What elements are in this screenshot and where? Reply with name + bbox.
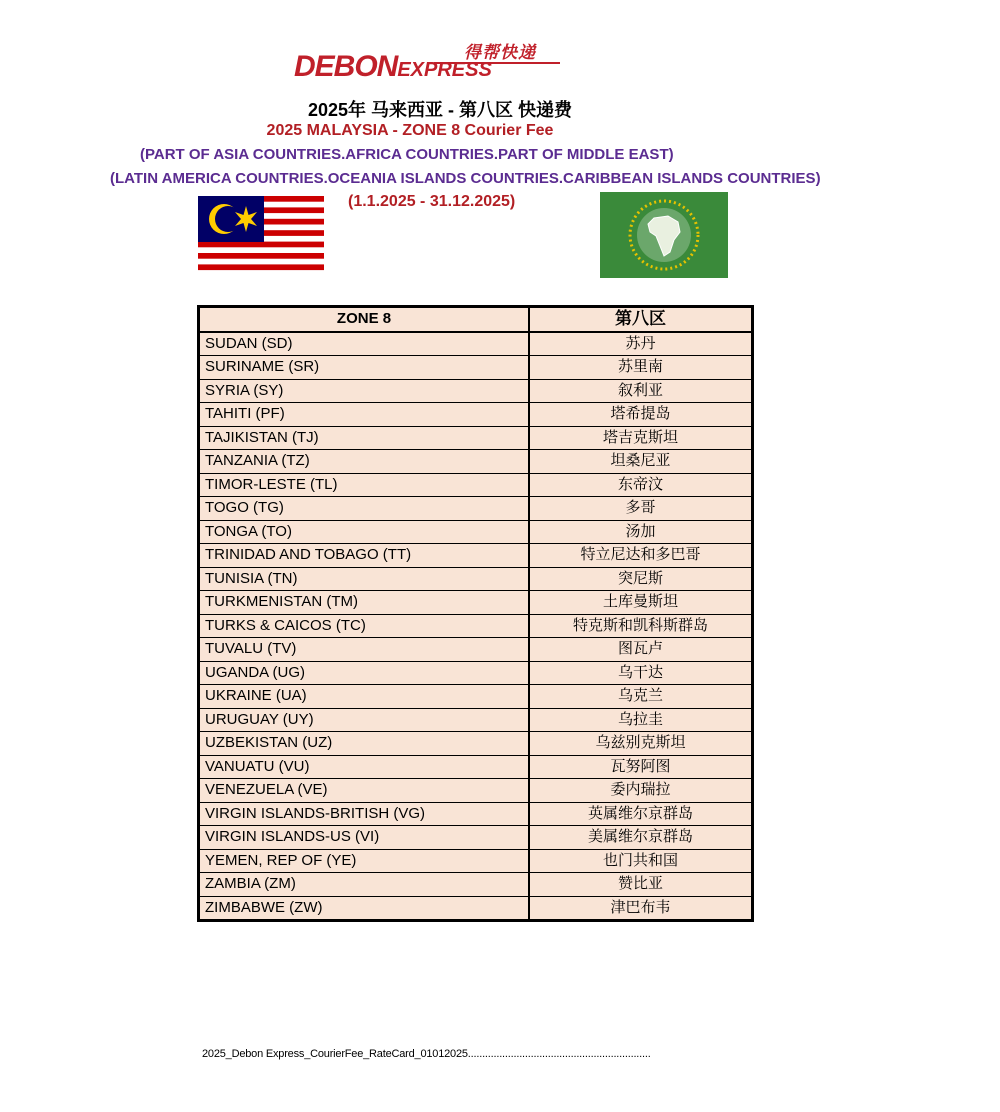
table-row bbox=[199, 802, 753, 826]
country-name: TURKS & CAICOS (TC) bbox=[199, 614, 530, 638]
table-header-row bbox=[199, 307, 753, 332]
table-row bbox=[199, 332, 753, 356]
table-row bbox=[199, 873, 753, 897]
country-name-chinese: 乌拉圭 bbox=[529, 708, 753, 732]
table-row bbox=[199, 732, 753, 756]
country-name-chinese: 特克斯和凯科斯群岛 bbox=[529, 614, 753, 638]
malaysia-flag-icon bbox=[198, 196, 324, 276]
country-name: SURINAME (SR) bbox=[199, 356, 530, 380]
country-name-chinese: 突尼斯 bbox=[529, 567, 753, 591]
country-name-chinese: 英属维尔京群岛 bbox=[529, 802, 753, 826]
country-name-chinese: 苏丹 bbox=[529, 332, 753, 356]
country-name-chinese: 图瓦卢 bbox=[529, 638, 753, 662]
table-row bbox=[199, 708, 753, 732]
african-union-flag-icon bbox=[598, 190, 732, 286]
table-row bbox=[199, 591, 753, 615]
validity-period: (1.1.2025 - 31.12.2025) bbox=[348, 193, 516, 210]
logo-brand-sub: EXPRESS bbox=[397, 59, 492, 81]
country-name: SYRIA (SY) bbox=[199, 379, 530, 403]
table-row bbox=[199, 497, 753, 521]
table-row bbox=[199, 755, 753, 779]
country-name: ZIMBABWE (ZW) bbox=[199, 896, 530, 921]
table-row bbox=[199, 379, 753, 403]
table-row bbox=[199, 896, 753, 921]
country-name-chinese: 叙利亚 bbox=[529, 379, 753, 403]
country-name-chinese: 瓦努阿图 bbox=[529, 755, 753, 779]
country-name-chinese: 乌兹别克斯坦 bbox=[529, 732, 753, 756]
table-row bbox=[199, 638, 753, 662]
table-row bbox=[199, 614, 753, 638]
table-row bbox=[199, 826, 753, 850]
country-name: TIMOR-LESTE (TL) bbox=[199, 473, 530, 497]
table-row bbox=[199, 685, 753, 709]
country-name-chinese: 苏里南 bbox=[529, 356, 753, 380]
country-name-chinese: 土库曼斯坦 bbox=[529, 591, 753, 615]
table-row bbox=[199, 779, 753, 803]
table-row bbox=[199, 567, 753, 591]
country-name: UGANDA (UG) bbox=[199, 661, 530, 685]
subtitle-regions-2: (LATIN AMERICA COUNTRIES.OCEANIA ISLANDS COUNTRIES.CARIBBEAN ISLANDS COUNTRIES) bbox=[110, 170, 821, 187]
debon-express-logo bbox=[294, 40, 564, 83]
country-name: TANZANIA (TZ) bbox=[199, 450, 530, 474]
table-row bbox=[199, 520, 753, 544]
table-row bbox=[199, 403, 753, 427]
table-row bbox=[199, 356, 753, 380]
country-name: YEMEN, REP OF (YE) bbox=[199, 849, 530, 873]
country-name: TONGA (TO) bbox=[199, 520, 530, 544]
country-name: TUNISIA (TN) bbox=[199, 567, 530, 591]
logo-english-text bbox=[294, 50, 492, 84]
document-footer: 2025_Debon Express_CourierFee_RateCard_01012025................................................................ bbox=[202, 1048, 651, 1060]
header-zone-8-chinese: 第八区 bbox=[529, 307, 753, 332]
country-name: VANUATU (VU) bbox=[199, 755, 530, 779]
country-name-chinese: 塔希提岛 bbox=[529, 403, 753, 427]
country-name: URUGUAY (UY) bbox=[199, 708, 530, 732]
country-name-chinese: 坦桑尼亚 bbox=[529, 450, 753, 474]
country-name: UKRAINE (UA) bbox=[199, 685, 530, 709]
header-zone-8: ZONE 8 bbox=[199, 307, 530, 332]
country-name: TUVALU (TV) bbox=[199, 638, 530, 662]
country-name-chinese: 津巴布韦 bbox=[529, 896, 753, 921]
table-row bbox=[199, 450, 753, 474]
table-row bbox=[199, 426, 753, 450]
country-name: VENEZUELA (VE) bbox=[199, 779, 530, 803]
country-name-chinese: 塔吉克斯坦 bbox=[529, 426, 753, 450]
country-name: TURKMENISTAN (TM) bbox=[199, 591, 530, 615]
page-title-english: 2025 MALAYSIA - ZONE 8 Courier Fee bbox=[266, 122, 554, 139]
page-title-chinese: 2025年 马来西亚 - 第八区 快递费 bbox=[307, 100, 573, 120]
subtitle-regions-1: (PART OF ASIA COUNTRIES.AFRICA COUNTRIES.PART OF MIDDLE EAST) bbox=[140, 146, 674, 163]
country-name-chinese: 特立尼达和多巴哥 bbox=[529, 544, 753, 568]
country-name: VIRGIN ISLANDS-US (VI) bbox=[199, 826, 530, 850]
country-name-chinese: 也门共和国 bbox=[529, 849, 753, 873]
table-row bbox=[199, 544, 753, 568]
country-name-chinese: 委内瑞拉 bbox=[529, 779, 753, 803]
country-name-chinese: 赞比亚 bbox=[529, 873, 753, 897]
country-name-chinese: 东帝汶 bbox=[529, 473, 753, 497]
country-name-chinese: 乌干达 bbox=[529, 661, 753, 685]
logo-chinese-text: 得帮快递 bbox=[464, 43, 536, 62]
country-name: VIRGIN ISLANDS-BRITISH (VG) bbox=[199, 802, 530, 826]
country-name: TOGO (TG) bbox=[199, 497, 530, 521]
country-name: TAJIKISTAN (TJ) bbox=[199, 426, 530, 450]
country-name: UZBEKISTAN (UZ) bbox=[199, 732, 530, 756]
country-name-chinese: 美属维尔京群岛 bbox=[529, 826, 753, 850]
country-name-chinese: 汤加 bbox=[529, 520, 753, 544]
table-row bbox=[199, 473, 753, 497]
table-row bbox=[199, 849, 753, 873]
country-name-chinese: 乌克兰 bbox=[529, 685, 753, 709]
country-name: SUDAN (SD) bbox=[199, 332, 530, 356]
country-name-chinese: 多哥 bbox=[529, 497, 753, 521]
logo-brand-main: DEBON bbox=[294, 50, 398, 83]
table-row bbox=[199, 661, 753, 685]
country-name: ZAMBIA (ZM) bbox=[199, 873, 530, 897]
country-name: TRINIDAD AND TOBAGO (TT) bbox=[199, 544, 530, 568]
zone-8-country-table bbox=[197, 305, 754, 922]
country-name: TAHITI (PF) bbox=[199, 403, 530, 427]
